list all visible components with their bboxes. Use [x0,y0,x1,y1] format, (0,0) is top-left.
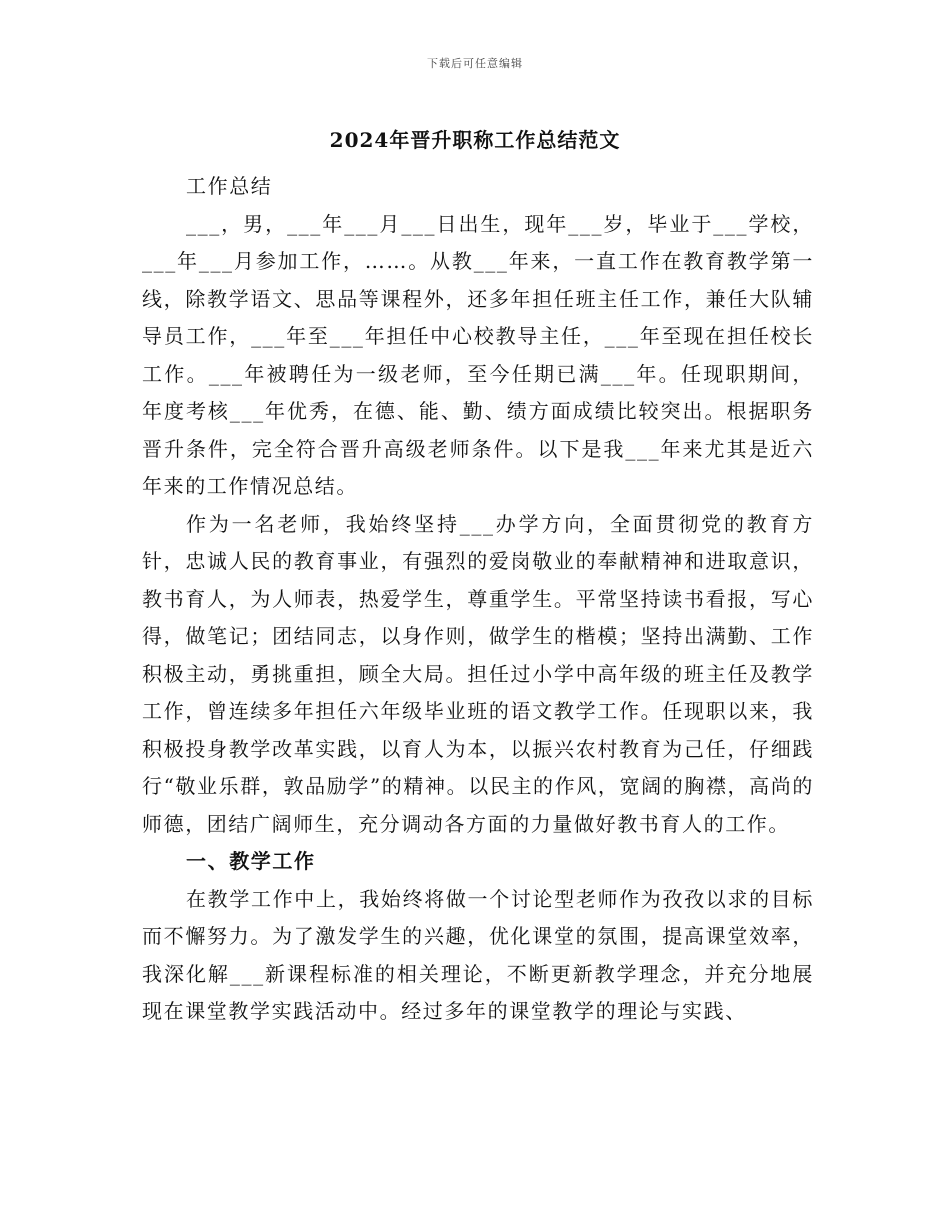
paragraph-2: 作为一名老师，我始终坚持___办学方向，全面贯彻党的教育方针，忠诚人民的教育事业，有强烈的爱岗敬业的奉献精神和进取意识，教书育人，为人师表，热爱学生，尊重学生。平常坚持读书看报，写心得，做笔记；团结同志，以身作则，做学生的楷模；坚持出满勤、工作积极主动，勇挑重担，顾全大局。担任过小学中高年级的班主任及教学工作，曾连续多年担任六年级毕业班的语文教学工作。任现职以来，我积极投身教学改革实践，以育人为本，以振兴农村教育为己任，仔细践行“敬业乐群，敦品励学”的精神。以民主的作风，宽阔的胸襟，高尚的师德，团结广阔师生，充分调动各方面的力量做好教书育人的工作。 [142,511,814,836]
section-label: 工作总结 [186,174,273,198]
document-title: 2024年晋升职称工作总结范文 [329,128,621,152]
paragraph-3: 在教学工作中上，我始终将做一个讨论型老师作为孜孜以求的目标而不懈努力。为了激发学生的兴趣，优化课堂的氛围，提高课堂效率，我深化解___新课程标准的相关理论，不断更新教学理念，并充分地展现在课堂教学实践活动中。经过多年的课堂教学的理论与实践、 [142,886,814,1023]
section-heading: 一、教学工作 [186,849,316,873]
paragraph-1: ___，男，___年___月___日出生，现年___岁，毕业于___学校，___年___月参加工作，……。从教___年来，一直工作在教育教学第一线，除教学语文、思品等课程外，还多年担任班主任工作，兼任大队辅导员工作，___年至___年担任中心校教导主任，___年至现在担任校长工作。___年被聘任为一级老师，至今任期已满___年。任现职期间，年度考核___年优秀，在德、能、勤、绩方面成绩比较突出。根据职务晋升条件，完全符合晋升高级老师条件。以下是我___年来尤其是近六年来的工作情况总结。 [142,211,814,498]
document-body [142,168,814,1031]
header-note: 下载后可任意编辑 [427,57,523,70]
